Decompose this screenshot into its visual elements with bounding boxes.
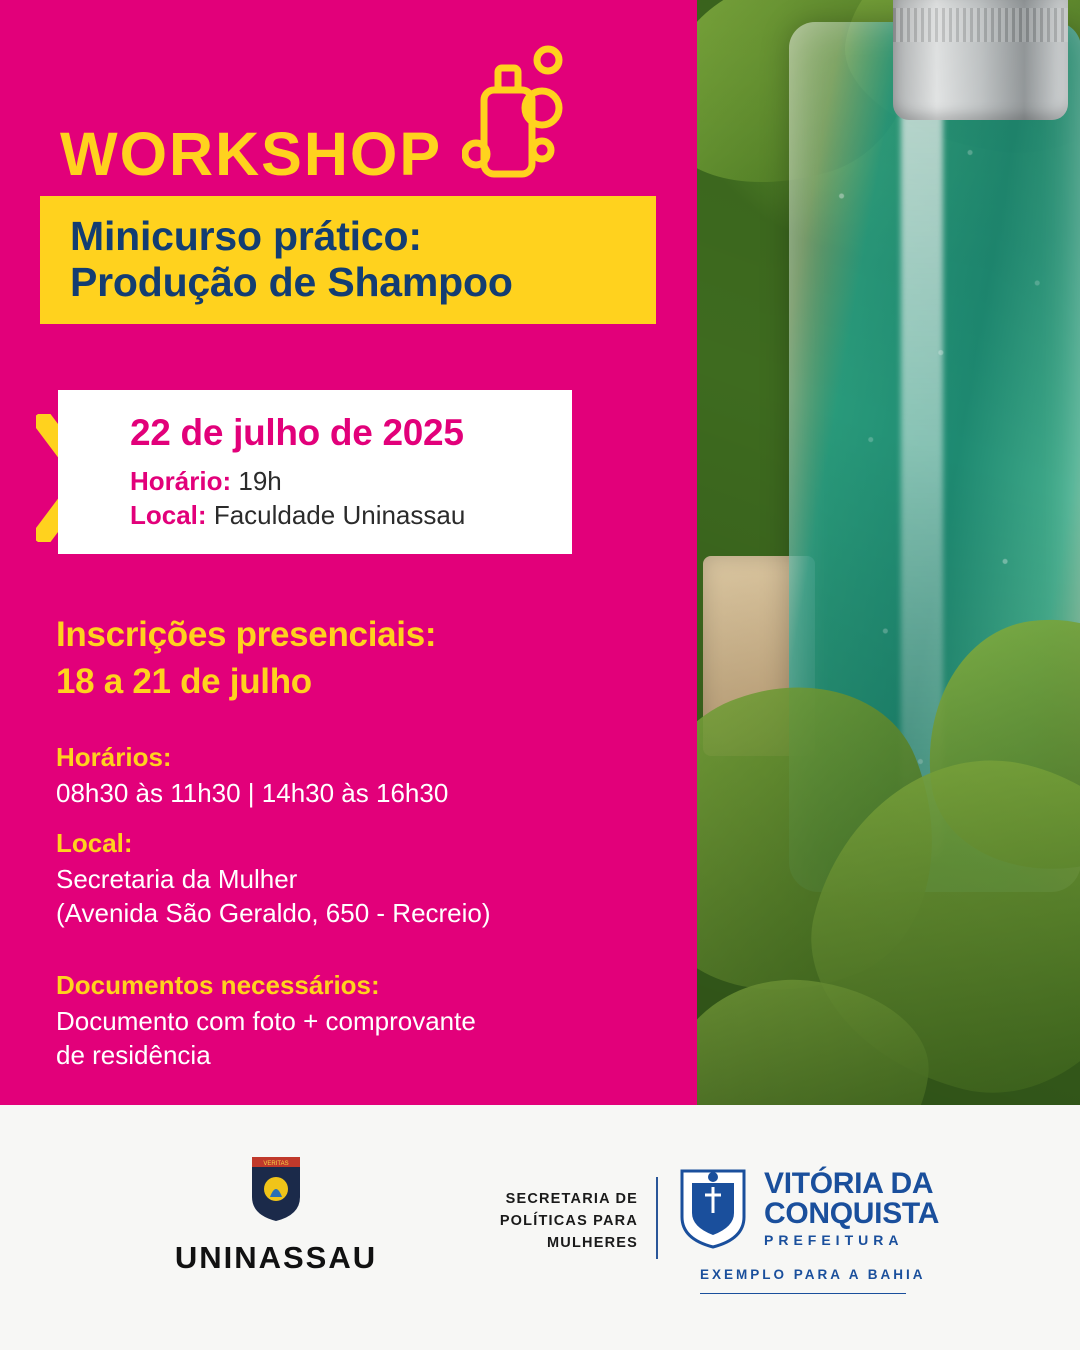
shampoo-bottle-icon (462, 42, 572, 197)
info-block-location (56, 828, 491, 931)
schedule-label: Horários: (56, 742, 172, 772)
prefeitura-line1: VITÓRIA DA (764, 1167, 934, 1200)
secretaria-mulheres-logo (446, 1189, 638, 1254)
prefeitura-tagline-rule (700, 1293, 906, 1294)
prefeitura-wordmark (764, 1169, 939, 1247)
prefeitura-line3: PREFEITURA (764, 1232, 904, 1248)
event-date: 22 de julho de 2025 (130, 412, 464, 453)
registration-line2: 18 a 21 de julho (56, 661, 312, 701)
secretaria-line1: SECRETARIA DE (505, 1191, 638, 1207)
course-title-line2: Produção de Shampoo (70, 259, 513, 305)
event-place-label: Local: (130, 499, 207, 530)
secretaria-line2: POLÍTICAS PARA MULHERES (499, 1212, 638, 1251)
prefeitura-tagline: EXEMPLO PARA A BAHIA (700, 1267, 926, 1282)
prefeitura-line2: CONQUISTA (764, 1197, 940, 1230)
prefeitura-coat-of-arms-icon (676, 1165, 750, 1251)
course-title-band (40, 196, 656, 324)
page-title: WORKSHOP (60, 120, 442, 188)
event-time-label: Horário: (130, 466, 232, 496)
registration-line1: Inscrições presenciais: (56, 615, 437, 654)
event-time-row (130, 465, 572, 499)
documents-value-line1: Documento com foto + comprovante (56, 1006, 476, 1036)
documents-value-line2: de residência (56, 1039, 211, 1070)
product-photo (697, 0, 1080, 1105)
photo-vignette (697, 0, 1080, 1105)
uninassau-wordmark: UNINASSAU (174, 1240, 378, 1275)
footer-divider (656, 1177, 658, 1259)
registration-heading (56, 612, 436, 705)
info-block-documents (56, 970, 476, 1073)
uninassau-logo (160, 1153, 392, 1276)
location-label: Local: (56, 828, 133, 858)
info-block-schedule (56, 742, 448, 811)
schedule-value: 08h30 às 11h30 | 14h30 às 16h30 (56, 778, 449, 808)
prefeitura-logo (676, 1165, 939, 1251)
course-title-line1: Minicurso prático: (70, 213, 422, 260)
event-details-card (58, 390, 572, 554)
documents-label: Documentos necessários: (56, 970, 380, 1000)
location-value-line2: (Avenida São Geraldo, 650 - Recreio) (56, 897, 491, 928)
uninassau-shield-icon (248, 1153, 304, 1223)
svg-text:VERITAS: VERITAS (263, 1161, 289, 1167)
footer-logos (0, 1105, 1080, 1350)
event-place-row (130, 499, 572, 533)
event-time-value: 19h (238, 466, 282, 496)
location-value-line1: Secretaria da Mulher (56, 864, 298, 894)
event-place-value: Faculdade Uninassau (213, 499, 466, 530)
